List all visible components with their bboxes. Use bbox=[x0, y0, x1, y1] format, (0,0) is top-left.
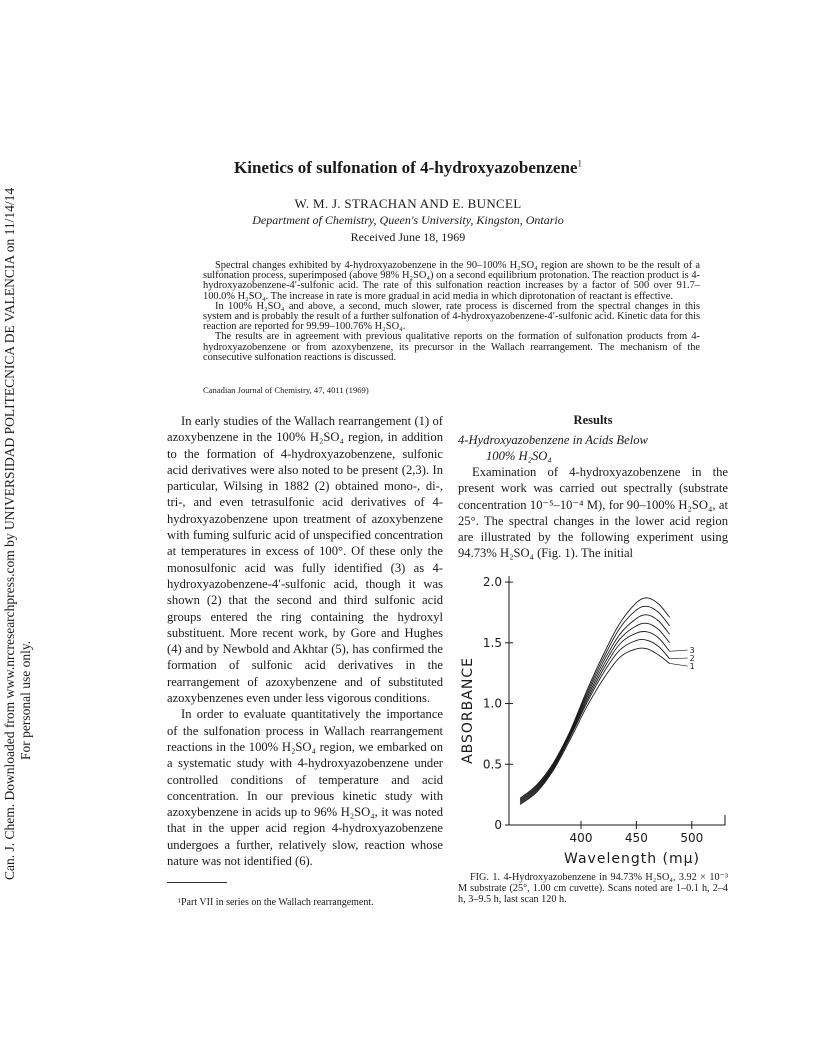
y-tick-label: 0 bbox=[494, 818, 502, 832]
download-notice bbox=[2, 150, 36, 880]
body-paragraph: In early studies of the Wallach rearrangement (1) of azoxybenzene in the 100% H₂SO₄ region, in addition to the formation of 4-hydroxyazobenzene, sulfonic acid derivatives were also noted to be present (2,3). In particular, Wilsing in 1882 (2) obtained mono-, di-, tri-, and even tetrasulfonic acid derivatives of 4-hydroxyazobenzene upon treatment of azoxybenzene with fuming sulfuric acid of unspecified concentration at temperatures in excess of 100°. Of these only the monosulfonic acid was fully identified (3) as 4-hydroxyazobenzene-4′-sulfonic acid, though it was shown (2) that the second and third sulfonic acid groups entered the ring containing the hydroxyl substituent. More recent work, by Gore and Hughes (4) and by Newbold and Akhtar (5), has confirmed the formation of sulfonic acid derivatives in the rearrangement of azoxybenzene and of substituted azoxybenzenes even under less vigorous conditions. bbox=[167, 414, 443, 706]
x-tick-label: 500 bbox=[680, 831, 704, 845]
title-text: Kinetics of sulfonation of 4-hydroxyazobenzene bbox=[234, 158, 578, 177]
y-tick-label: 1.0 bbox=[482, 696, 502, 711]
y-axis-label: ABSORBANCE bbox=[460, 657, 476, 764]
download-notice-line-2: For personal use only. bbox=[18, 640, 33, 760]
curve-label-1: 1 bbox=[689, 662, 695, 672]
axis-frame bbox=[509, 576, 725, 825]
y-tick-label: 0.5 bbox=[482, 757, 502, 772]
authors: W. M. J. STRACHAN AND E. BUNCEL bbox=[294, 196, 522, 211]
figure-1 bbox=[458, 560, 734, 870]
left-column bbox=[167, 413, 443, 869]
curve-leader-2 bbox=[670, 658, 688, 659]
right-column bbox=[458, 464, 728, 562]
abstract-paragraph: Spectral changes exhibited by 4-hydroxyazobenzene in the 90–100% H₂SO₄ region are shown to be the result of a sulfonation process, superimposed (above 98% H₂SO₄) on a second equilibrium protonation. The reaction product is 4-hydroxyazobenzene-4′-sulfonic acid. The rate of this sulfonation reaction increases by a factor of 500 over 91.7–100.0% H₂SO₄. The increase in rate is more gradual in acid media in which diprotonation of reactant is effective. bbox=[203, 260, 700, 302]
body-paragraph: Examination of 4-hydroxyazobenzene in the present work was carried out spectrally (substrate concentration 10⁻⁵–10⁻⁴ M), for 90–100% H₂SO₄, at 25°. The spectral changes in the lower acid region are illustrated by the following experiment using 94.73% H₂SO₄ (Fig. 1). The initial bbox=[458, 465, 728, 561]
curve-leader-3 bbox=[670, 650, 688, 651]
x-tick-label: 450 bbox=[624, 831, 648, 845]
section-heading: Results bbox=[573, 413, 613, 427]
figure-caption-text: FIG. 1. 4-Hydroxyazobenzene in 94.73% H₂SO₄, 3.92 × 10⁻³ M substrate (25°, 1.00 cm cuvette). Scans noted are 1–0.1 h, 2–4 h, 3–9.5 h, last scan 120 h. bbox=[458, 872, 728, 905]
x-tick-label: 400 bbox=[569, 831, 593, 845]
y-tick-label: 2.0 bbox=[482, 575, 502, 590]
footnote: ¹Part VII in series on the Wallach rearrangement. bbox=[178, 897, 374, 908]
x-axis-label: Wavelength (mμ) bbox=[564, 851, 700, 867]
body-paragraph: In order to evaluate quantitatively the importance of the sulfonation process in Wallach rearrangement reactions in the 100% H₂SO₄ region, we embarked on a systematic study with 4-hydroxyazobenzene under controlled conditions of temperature and acid concentration. In our previous kinetic study with azoxybenzene in acids up to 96% H₂SO₄, it was noted that in the upper acid region 4-hydroxyazobenzene undergoes a further, relatively slow, reaction whose nature was not identified (6). bbox=[167, 707, 443, 869]
figure-caption bbox=[458, 873, 728, 905]
journal-citation: Canadian Journal of Chemistry, 47, 4011 (1969) bbox=[203, 385, 369, 395]
article-title bbox=[0, 158, 816, 178]
download-notice-line-1: Can. J. Chem. Downloaded from www.nrcresearchpress.com by UNIVERSIDAD POLITECNICA DE VALENCIA on 11/14/14 bbox=[2, 187, 17, 880]
curve-label-3: 3 bbox=[689, 646, 695, 656]
abstract-paragraph: The results are in agreement with previous qualitative reports on the formation of sulfonation products from 4-hydroxyazobenzene or from azoxybenzene, its precursor in the Wallach rearrangement. The mechanism of the consecutive sulfonation reactions is discussed. bbox=[203, 331, 700, 363]
curve-leader-1 bbox=[670, 663, 688, 666]
received-date: Received June 18, 1969 bbox=[350, 230, 466, 244]
subsection-heading bbox=[458, 432, 728, 464]
y-tick-label: 1.5 bbox=[482, 635, 502, 650]
spectrum-curve-5 bbox=[520, 615, 670, 801]
spectrum-curve-6 bbox=[520, 606, 670, 799]
title-footnote-mark: 1 bbox=[577, 158, 582, 169]
affiliation: Department of Chemistry, Queen's University, Kingston, Ontario bbox=[252, 213, 564, 227]
subsection-heading-line-1: 4-Hydroxyazobenzene in Acids Below bbox=[458, 433, 648, 447]
spectrum-curve-3 bbox=[520, 631, 670, 803]
footnote-divider bbox=[167, 882, 227, 883]
subsection-heading-line-2: 100% H₂SO₄ bbox=[486, 449, 552, 463]
abstract-paragraph: In 100% H₂SO₄ and above, a second, much slower, rate process is discerned from the spectral changes in this system and is probably the result of a further sulfonation of 4-hydroxyazobenzene-4′-sulfonic acid. Kinetic data for this reaction are reported for 99.99–100.76% H₂SO₄. bbox=[203, 300, 700, 333]
curve-label-2: 2 bbox=[689, 654, 695, 664]
spectrum-curve-4 bbox=[520, 623, 670, 802]
absorbance-chart bbox=[458, 560, 734, 870]
abstract bbox=[203, 261, 700, 363]
spectrum-curve-7 bbox=[520, 598, 670, 798]
